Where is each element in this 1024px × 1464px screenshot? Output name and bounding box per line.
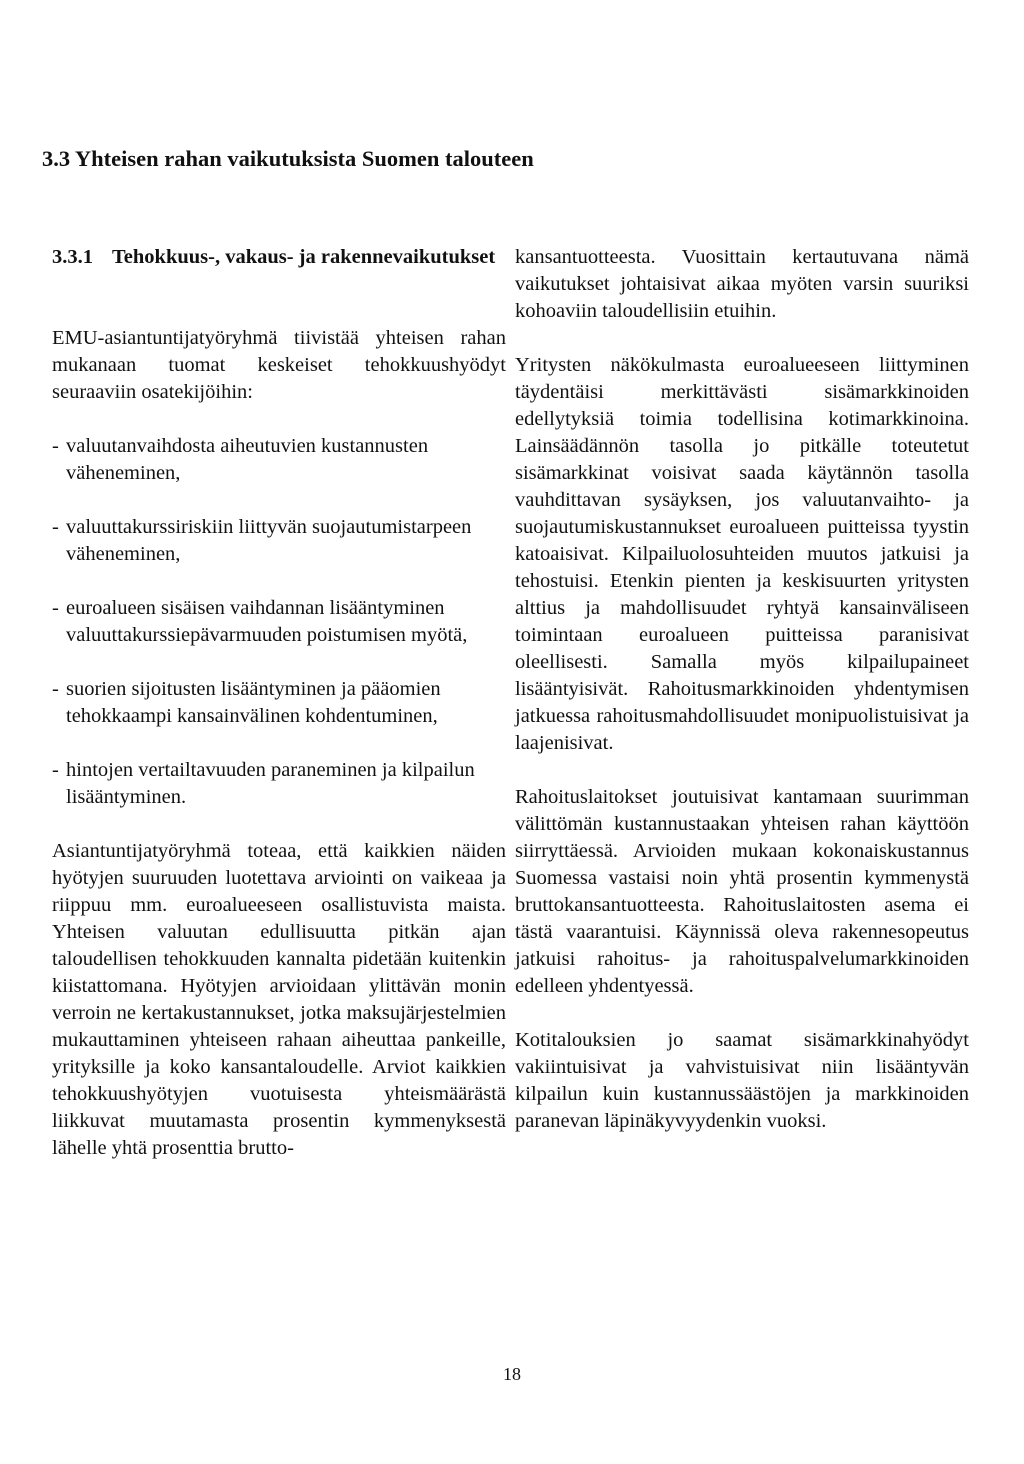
body-paragraph: kansantuotteesta. Vuosittain kertautuvana nämä vaikutukset johtaisivat aikaa myöten varsin suuriksi kohoaviin taloudellisiin etuihin. [515, 246, 969, 322]
benefit-list [52, 433, 506, 811]
body-paragraph: Rahoituslaitokset joutuisivat kantamaan suurimman välittömän kustannustaakan yhteisen rahan käyttöön siirryttäessä. Arvioiden mukaan kokonaiskustannus Suomessa vastaisi noin yhtä prosentin kymmenystä bruttokansantuotteesta. Rahoituslaitosten asema ei tästä vaarantuisi. Käynnissä oleva rakennesopeutus jatkuisi rahoitus- ja rahoituspalvelumarkkinoiden edelleen yhdentyessä. [515, 786, 969, 997]
subsection-title: Tehokkuus-, vakaus- ja rakennevaikutukset [112, 246, 496, 268]
list-item: - valuutanvaihdosta aiheutuvien kustannusten väheneminen, [52, 433, 506, 487]
list-item: - suorien sijoitusten lisääntyminen ja pääomien tehokkaampi kansainvälinen kohdentuminen, [52, 676, 506, 730]
left-column [52, 244, 506, 1189]
list-item: - valuuttakurssiriskiin liittyvän suojautumistarpeen väheneminen, [52, 514, 506, 568]
section-title: 3.3 Yhteisen rahan vaikutuksista Suomen talouteen [42, 146, 534, 171]
body-paragraph: Asiantuntijatyöryhmä toteaa, että kaikkien näiden hyötyjen suuruuden luotettava arviointi on vaikeaa ja riippuu mm. euroalueeseen osallistuvista maista. Yhteisen valuutan edullisuutta pitkän ajan taloudellisen tehokkuuden kannalta pidetään kuitenkin kiistattomana. Hyötyjen arvioidaan ylittävän monin verroin ne kertakustannukset, jotka maksujärjestelmien mukauttaminen yhteiseen rahaan aiheuttaa pankeille, yrityksille ja koko kansantaloudelle. Arviot kaikkien tehokkuushyötyjen vuotuisesta yhteismäärästä liikkuvat muutamasta prosentin kymmenyksestä lähelle yhtä prosenttia brutto- [52, 840, 506, 1159]
subsection-number: 3.3.1 [52, 246, 93, 268]
body-paragraph: Kotitalouksien jo saamat sisämarkkinahyödyt vakiintuisivat ja vahvistuisivat niin lisääntyvän kilpailun kuin kustannussäästöjen ja markkinoiden paranevan läpinäkyvyydenkin vuoksi. [515, 1029, 969, 1132]
list-item: - euroalueen sisäisen vaihdannan lisääntyminen valuuttakurssiepävarmuuden poistumisen myötä, [52, 595, 506, 649]
intro-paragraph: EMU-asiantuntijatyöryhmä tiivistää yhteisen rahan mukanaan tuomat keskeiset tehokkuushyödyt seuraaviin osatekijöihin: [52, 327, 506, 403]
list-item: - hintojen vertailtavuuden paraneminen ja kilpailun lisääntyminen. [52, 757, 506, 811]
right-column [515, 244, 969, 1162]
page-number: 18 [503, 1364, 521, 1384]
body-paragraph: Yritysten näkökulmasta euroalueeseen liittyminen täydentäisi merkittävästi sisämarkkinoiden edellytyksiä toimia todellisina kotimarkkinoina. Lainsäädännön tasolla jo pitkälle toteutetut sisämarkkinat voisivat saada käytännön tasolla vauhdittavan sysäyksen, jos valuutanvaihto- ja suojautumiskustannukset euroalueen puitteissa tyystin katoaisivat. Kilpailuolosuhteiden muutos jatkuisi ja tehostuisi. Etenkin pienten ja keskisuurten yritysten alttius ja mahdollisuudet ryhtyä kansainväliseen toimintaan euroalueen puitteissa paranisivat oleellisesti. Samalla myös kilpailupaineet lisääntyisivät. Rahoitusmarkkinoiden yhdentymisen jatkuessa rahoitusmahdollisuudet monipuolistuisivat ja laajenisivat. [515, 354, 969, 754]
subsection-heading [52, 244, 506, 271]
